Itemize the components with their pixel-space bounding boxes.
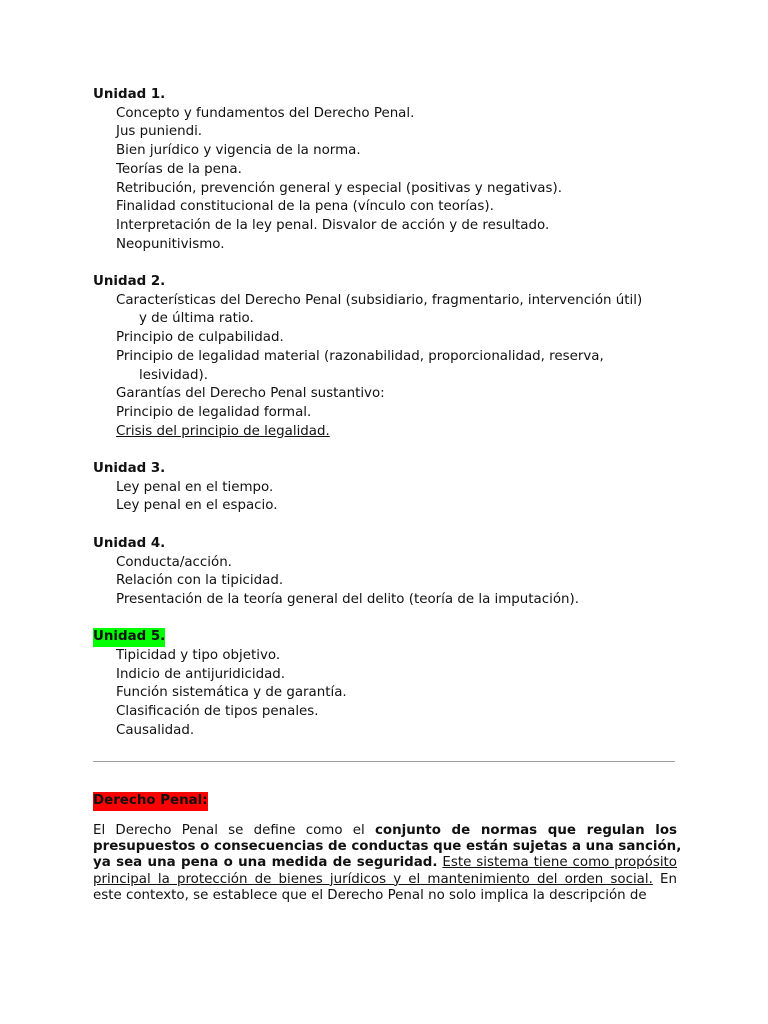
unit-item: Ley penal en el espacio.	[116, 498, 278, 514]
unit-title: Unidad 1.	[93, 87, 166, 102]
unit-item: Tipicidad y tipo objetivo.	[116, 648, 281, 664]
unit-item: Interpretación de la ley penal. Disvalor de acción y de resultado.	[116, 217, 550, 233]
unit-title-highlighted: Unidad 5.	[93, 628, 165, 647]
unit-item: Concepto y fundamentos del Derecho Penal.	[116, 105, 415, 121]
unit-item: Presentación de la teoría general del delito (teoría de la imputación).	[116, 591, 579, 607]
paragraph-line	[93, 839, 682, 855]
unit-3	[93, 460, 677, 516]
unit-1	[93, 86, 677, 254]
unit-item: Conducta/acción.	[116, 554, 232, 570]
unit-4	[93, 535, 677, 610]
paragraph-text: este contexto, se establece que el Derecho Penal no solo implica la descripción de	[93, 887, 647, 903]
unit-item-continuation	[93, 367, 677, 386]
unit-title: Unidad 3.	[93, 461, 166, 477]
unit-item: Ley penal en el tiempo.	[116, 479, 274, 495]
definition-paragraph	[93, 823, 682, 904]
unit-item: Características del Derecho Penal (subsidiario, fragmentario, intervención útil)	[116, 292, 643, 308]
unit-item-continuation	[93, 310, 677, 329]
unit-item: Causalidad.	[116, 722, 195, 738]
unit-item: Retribución, prevención general y especial (positivas y negativas).	[116, 180, 562, 196]
section-title-highlighted: Derecho Penal:	[93, 792, 208, 811]
unit-5	[93, 628, 677, 740]
unit-item: Función sistemática y de garantía.	[116, 685, 347, 701]
paragraph-line	[93, 823, 677, 839]
paragraph-bold-text: ya sea una pena o una medida de seguridad.	[93, 855, 438, 871]
unit-item: Garantías del Derecho Penal sustantivo:	[116, 386, 385, 402]
paragraph-line	[93, 855, 677, 871]
horizontal-rule	[93, 761, 675, 762]
paragraph-underlined-text: principal la protección de bienes jurídicos y el mantenimiento del orden social.	[93, 871, 653, 887]
unit-item: Relación con la tipicidad.	[116, 573, 284, 589]
paragraph-bold-text: conjunto de normas que regulan los	[374, 823, 677, 838]
unit-item: Indicio de antijuridicidad.	[116, 666, 286, 682]
paragraph-text: El Derecho Penal se define como el	[93, 823, 375, 838]
continuation-text: lesividad).	[139, 367, 208, 383]
paragraph-text: En	[652, 871, 677, 887]
unit-item: Principio de legalidad material (razonabilidad, proporcionalidad, reserva,	[116, 348, 604, 364]
unit-item: Teorías de la pena.	[116, 161, 242, 177]
unit-item: Principio de legalidad formal.	[116, 404, 312, 420]
unit-item: Neopunitivismo.	[116, 236, 225, 252]
syllabus	[93, 86, 677, 759]
unit-title: Unidad 2.	[93, 274, 166, 290]
unit-2	[93, 273, 677, 441]
unit-item: Jus puniendi.	[116, 124, 203, 140]
unit-title: Unidad 4.	[93, 535, 166, 551]
paragraph-line	[93, 872, 677, 888]
continuation-text: y de última ratio.	[139, 311, 254, 327]
underlined-item-text: Crisis del principio de legalidad.	[116, 423, 330, 439]
unit-item: Finalidad constitucional de la pena (vínculo con teorías).	[116, 199, 494, 215]
paragraph-underlined-text: Este sistema tiene como propósito	[442, 855, 678, 871]
unit-item: Clasificación de tipos penales.	[116, 704, 319, 720]
paragraph-line	[93, 888, 677, 904]
paragraph-bold-text: presupuestos o consecuencias de conductas que están sujetas a una sanción,	[93, 839, 682, 855]
unit-item: Bien jurídico y vigencia de la norma.	[116, 143, 361, 159]
unit-item: Principio de culpabilidad.	[116, 330, 284, 346]
unit-item	[93, 423, 677, 442]
